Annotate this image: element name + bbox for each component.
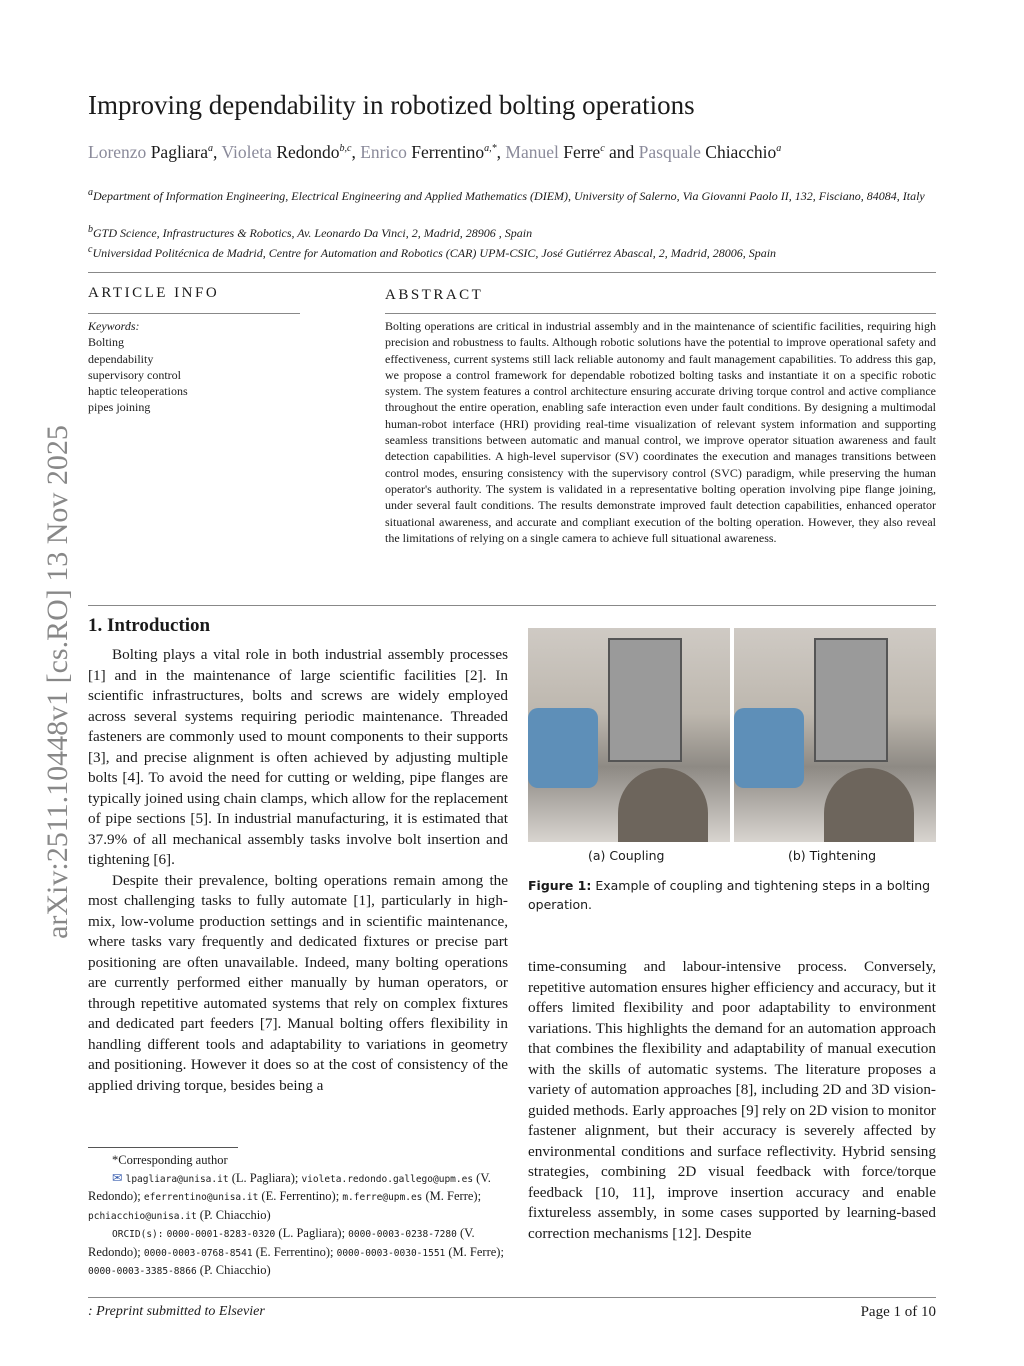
abstract-text: Bolting operations are critical in industrial assembly and in the maintenance of scientific facilities, requiring high precision and robustness to faults. Although robotic solutions have the potential to improve operational safety and effectiveness, current systems still lack reliable autonomy and fault management capabilities. To address this gap, we propose a control framework for dependable robotized bolting tasks and instantiate it on a specific robotic system. The system features a control architecture ensuring accurate driving torque control and active compliance throughout the entire operation, enabling safe interaction even under fault conditions. By designing a multimodal human-robot interface (HRI) providing real-time visualization of relevant system information and supporting seamless transitions between automatic and manual control, we improve operator situation awareness and fault detection capabilities. A high-level supervisor (SV) coordinates the execution and manages transitions between control modes, ensuring consistency with the supervisory control (SVC) paradigm, while preserving the human operator's authority. The system is validated in a representative bolting operation involving pipe flange joining, under several fault conditions. The results demonstrate improved fault detection capabilities, enhanced operator situational awareness, and accurate and compliant execution of the bolting operation. However, they also reveal the limitations of relying on a single camera to achieve full situational awareness.	[385, 319, 936, 545]
article-info-heading: ARTICLE INFO	[88, 285, 220, 301]
divider	[385, 313, 936, 314]
author: Lorenzo Pagliara$^a$	[88, 142, 214, 162]
author: Enrico Ferrentino$^{a,*}$	[360, 142, 497, 162]
orcids-id: 0000-0003-0238-7280	[348, 1229, 457, 1240]
email-icon: ✉	[112, 1170, 126, 1185]
divider	[88, 605, 936, 606]
author: Violeta Redondo$^{b,c}$	[221, 142, 352, 162]
emails-id[interactable]: violeta.redondo.gallego@upm.es	[301, 1173, 474, 1185]
left-column	[88, 645, 508, 1096]
divider	[88, 313, 300, 314]
footer-preprint: : Preprint submitted to Elsevier	[88, 1304, 265, 1319]
orcids-id: 0000-0003-0030-1551	[336, 1247, 446, 1259]
footnote: *Corresponding author ✉ lpagliara@unisa.it (L. Pagliara); violeta.redondo.gallego@upm.es (V. Redondo); eferrentino@unisa.it (E. Ferrentino); m.ferre@upm.es (M. Ferre); pchiacchio@unisa.it (P. Chiacchio) ORCID(s): 0000-0001-8283-0320 (L. Pagliara); 0000-0003-0238-7280 (V. Redondo); 0000-0003-0768-8541 (E. Ferrentino); 0000-0003-0030-1551 (M. Ferre); 0000-0003-3385-8866 (P. Chiacchio)	[88, 1152, 508, 1281]
orcid-list: ORCID(s): 0000-0001-8283-0320 (L. Pagliara); 0000-0003-0238-7280 (V. Redondo); 0000-0003-0768-8541 (E. Ferrentino); 0000-0003-0030-1551 (M. Ferre); 0000-0003-3385-8866 (P. Chiacchio)	[88, 1226, 504, 1277]
figure-1	[528, 628, 936, 842]
paragraph: time-consuming and labour-intensive process. Conversely, repetitive automation ensures higher efficiency and accuracy, but it offers limited flexibility and poor adaptability to environment variations. This highlights the demand for an automation approach that combines the flexibility and adaptability of manual execution with the skills of automatic systems. The literature proposes a variety of automation approaches [8], including 2D and 3D vision-guided methods. Early approaches [9] rely on 2D vision to monitor fastener alignment, but their accuracy is severely affected by environmental conditions and surface reflectivity. Hybrid sensing strategies, combining 2D visual feedback with force/torque feedback [10, 11], improve insertion accuracy and enable fixtureless assembly, in some cases supported by learning-based correction mechanisms [12]. Despite	[528, 958, 936, 1242]
emails-id[interactable]: m.ferre@upm.es	[342, 1192, 423, 1203]
emails-id[interactable]: pchiacchio@unisa.it	[88, 1210, 197, 1222]
paragraph: Despite their prevalence, bolting operations remain among the most challenging tasks to fully automate [1], particularly in high-mix, low-volume production settings and in scientific maintenance, where tasks vary frequently and dedicated fixtures or precise part positioning are often unavailable. Indeed, many bolting operations are currently performed either manually by human operators, or through repetitive automated systems that rely on complex fixtures and dedicated part feeders [7]. Manual bolting offers flexibility in handling different tools and adaptability to variations in geometry and positioning. However it does so at the cost of consistency of the applied driving torque, besides being a	[88, 871, 508, 1094]
right-column	[528, 957, 936, 1244]
and-text: and	[609, 142, 635, 162]
paragraph: Bolting plays a vital role in both industrial assembly processes [1] and in the maintenance of large scientific facilities [2]. In scientific infrastructures, bolts and screws are widely employed across several systems requiring periodic maintenance. Threaded fasteners are commonly used to mount components to their supports [3], and precise alignment is often achieved by adjusting multiple bolts [4]. To avoid the need for cutting or welding, pipe flanges are typically joined using chain clamps, which allow for the replacement of pipe sections [5]. In industrial manufacturing, it is estimated that 37.9% of all mechanical assembly tasks involve bolt insertion and tightening [6].	[88, 646, 508, 868]
orcids-id: 0000-0001-8283-0320	[166, 1229, 276, 1240]
email-list: ✉ lpagliara@unisa.it (L. Pagliara); violeta.redondo.gallego@upm.es (V. Redondo); eferrentino@unisa.it (E. Ferrentino); m.ferre@upm.es (M. Ferre); pchiacchio@unisa.it (P. Chiacchio)	[88, 1170, 491, 1222]
author: Pasquale Chiacchio$^a$	[638, 142, 782, 162]
page-number: Page 1 of 10	[860, 1304, 936, 1320]
emails-id[interactable]: lpagliara@unisa.it	[125, 1173, 229, 1185]
footnote-rule	[88, 1147, 238, 1148]
section-heading: 1. Introduction	[88, 615, 211, 636]
orcids-id: 0000-0003-0768-8541	[143, 1247, 253, 1259]
keywords: Keywords: Bolting dependability supervisory control haptic teleoperations pipes joining	[88, 319, 188, 415]
affiliation-b: $^b$GTD Science, Infrastructures & Robotics, Av. Leonardo Da Vinci, 2, Madrid, 28906 , Spain	[88, 224, 533, 240]
arxiv-side-label: arXiv:2511.10448v1 [cs.RO] 13 Nov 2025	[41, 425, 74, 939]
author-list: Lorenzo Pagliara$^a$, Violeta Redondo$^{b,c}$, Enrico Ferrentino$^{a,*}$, Manuel Ferre$^c$ and Pasquale Chiacchio$^a$	[88, 142, 782, 162]
emails-id[interactable]: eferrentino@unisa.it	[143, 1192, 259, 1203]
footer-divider	[88, 1297, 936, 1298]
orcids-id: 0000-0003-3385-8866	[88, 1266, 197, 1277]
affiliation-a: $^a$Department of Information Engineering, Electrical Engineering and Applied Mathematics (DIEM), University of Salerno, Via Giovanni Paolo II, 132, Fisciano, 84084, Italy	[88, 187, 925, 203]
figure-caption: Figure 1: Example of coupling and tightening steps in a bolting operation.	[528, 878, 931, 912]
author: Manuel Ferre$^c$	[505, 142, 605, 162]
tightening-photo	[734, 628, 936, 842]
subcaption-b: (b) Tightening	[788, 848, 877, 863]
abstract-heading: ABSTRACT	[385, 287, 484, 303]
affiliation-c: $^c$Universidad Politécnica de Madrid, Centre for Automation and Robotics (CAR) UPM-CSIC, José Gutiérrez Abascal, 2, Madrid, 28006, Spain	[88, 244, 777, 260]
paper-title: Improving dependability in robotized bolting operations	[88, 90, 695, 120]
coupling-photo	[528, 628, 730, 842]
subcaption-a: (a) Coupling	[588, 848, 665, 863]
divider	[88, 272, 936, 273]
